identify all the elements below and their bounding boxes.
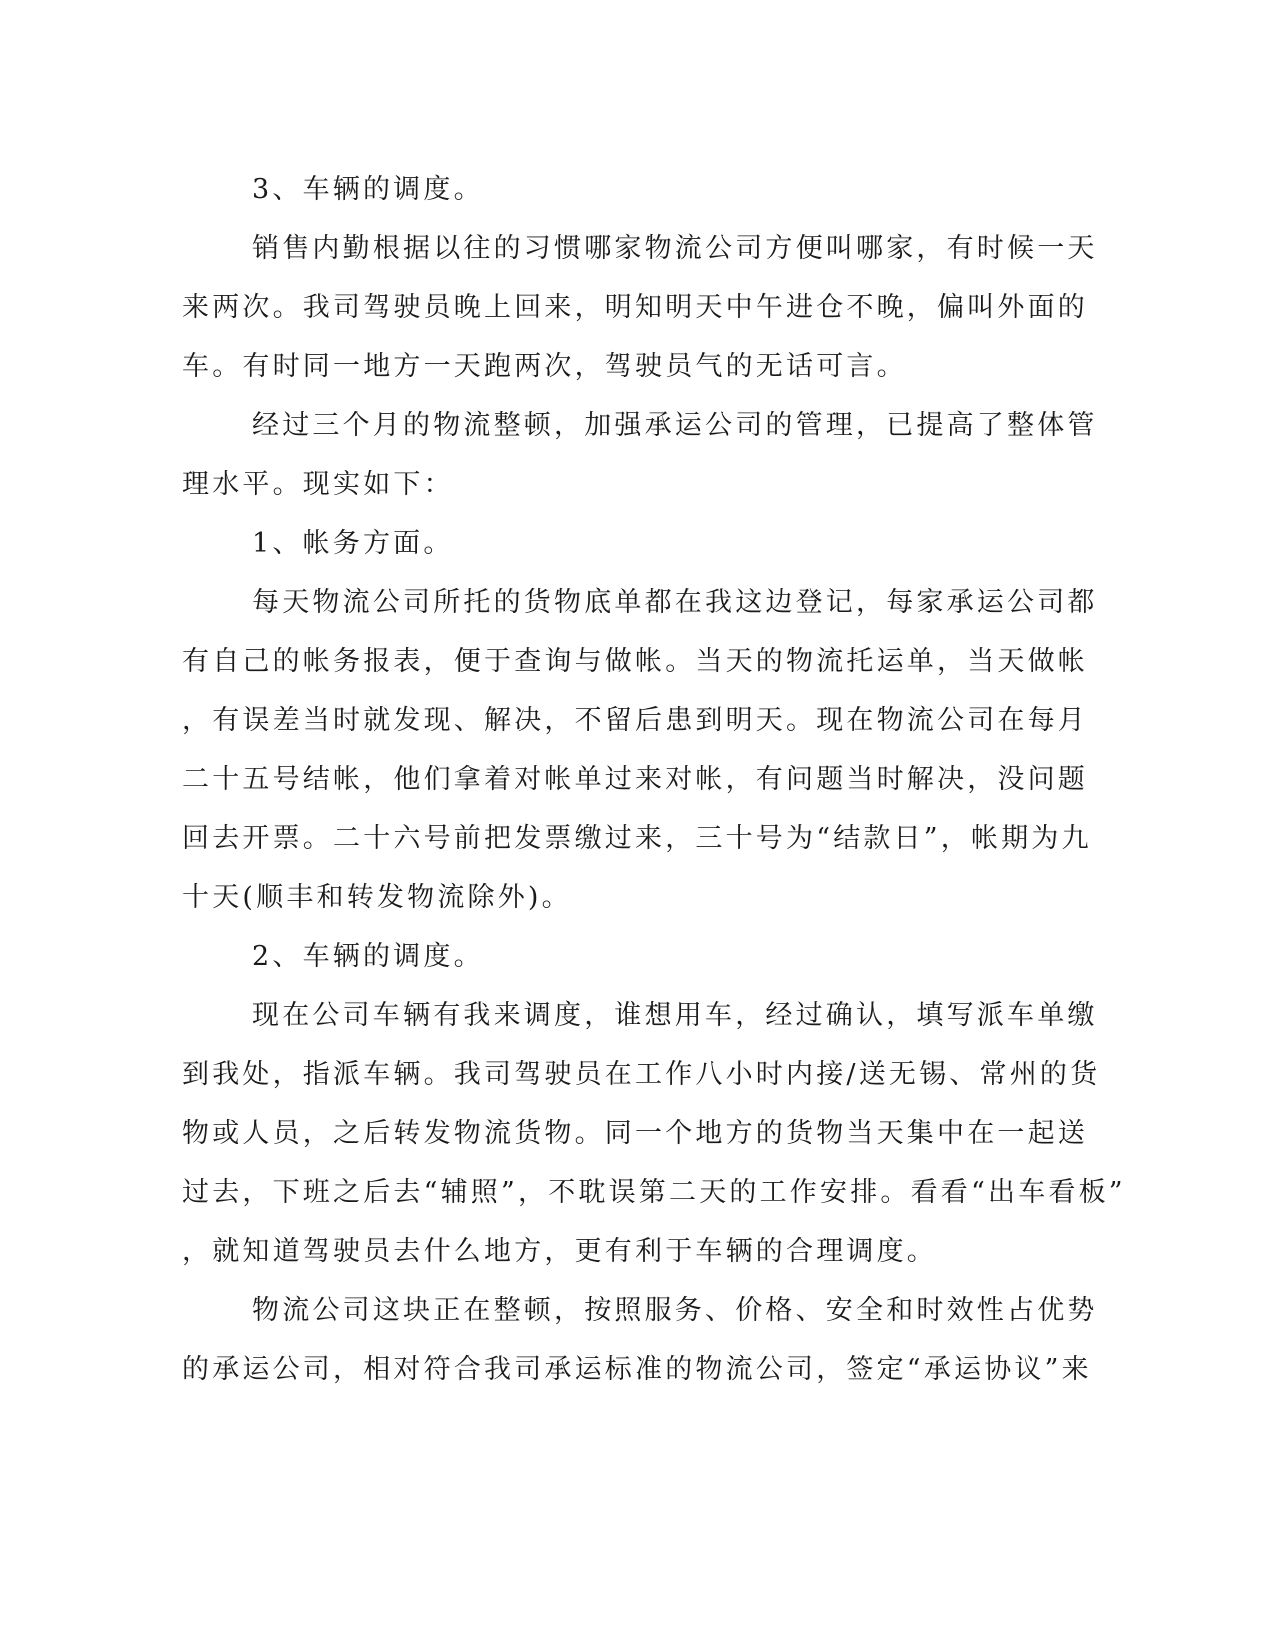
paragraph-line: 十天(顺丰和转发物流除外)。 [182, 882, 572, 913]
paragraph-line: 物流公司这块正在整顿，按照服务、价格、安全和时效性占优势 [252, 1295, 1098, 1326]
paragraph-line: 理水平。现实如下： [182, 469, 454, 500]
paragraph-line: 二十五号结帐，他们拿着对帐单过来对帐，有问题当时解决，没问题 [182, 764, 1088, 795]
paragraph-line: 经过三个月的物流整顿，加强承运公司的管理，已提高了整体管 [252, 410, 1098, 441]
paragraph-line: ，有误差当时就发现、解决，不留后患到明天。现在物流公司在每月 [182, 705, 1088, 736]
paragraph-line: 每天物流公司所托的货物底单都在我这边登记，每家承运公司都 [252, 587, 1098, 618]
paragraph-line: 销售内勤根据以往的习惯哪家物流公司方便叫哪家，有时候一天 [252, 233, 1098, 264]
paragraph-line: 有自己的帐务报表，便于查询与做帐。当天的物流托运单，当天做帐 [182, 646, 1088, 677]
paragraph-line: 来两次。我司驾驶员晚上回来，明知明天中午进仓不晚，偏叫外面的 [182, 292, 1088, 323]
paragraph-line: 现在公司车辆有我来调度，谁想用车，经过确认，填写派车单缴 [252, 1000, 1098, 1031]
document-body [182, 160, 1126, 1399]
paragraph-line: 车。有时同一地方一天跑两次，驾驶员气的无话可言。 [182, 351, 907, 382]
paragraph-line: 到我处，指派车辆。我司驾驶员在工作八小时内接/送无锡、常州的货 [182, 1059, 1101, 1090]
paragraph-line: ，就知道驾驶员去什么地方，更有利于车辆的合理调度。 [182, 1236, 937, 1267]
paragraph-line: 物或人员，之后转发物流货物。同一个地方的货物当天集中在一起送 [182, 1118, 1088, 1149]
section-heading-vehicle-dispatch: 3、车辆的调度。 [252, 174, 484, 205]
paragraph-line: 过去，下班之后去“辅照”，不耽误第二天的工作安排。看看“出车看板” [182, 1177, 1126, 1208]
section-heading-accounts: 1、帐务方面。 [252, 528, 454, 559]
section-heading-vehicle-dispatch-2: 2、车辆的调度。 [252, 941, 484, 972]
paragraph-line: 的承运公司，相对符合我司承运标准的物流公司，签定“承运协议”来 [182, 1354, 1092, 1385]
paragraph-line: 回去开票。二十六号前把发票缴过来，三十号为“结款日”，帐期为九 [182, 823, 1092, 854]
